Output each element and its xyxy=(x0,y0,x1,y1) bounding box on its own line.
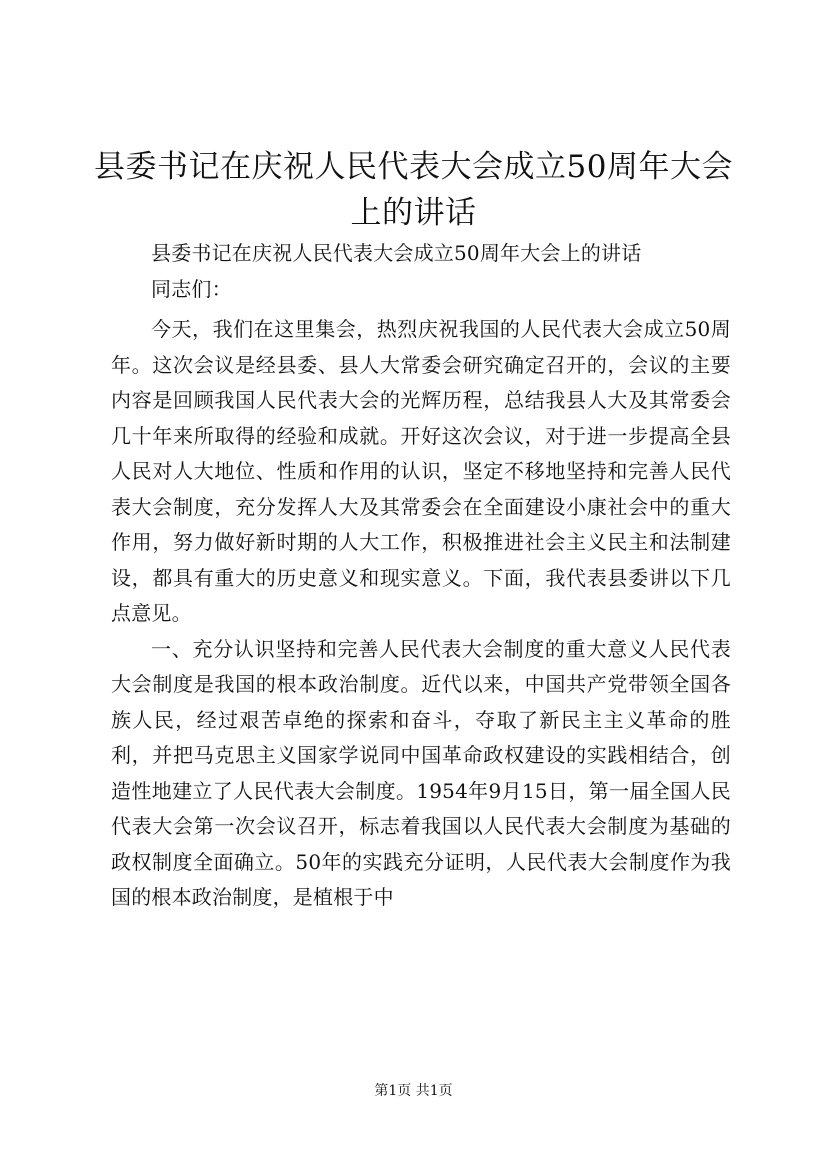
subtitle-paragraph: 县委书记在庆祝人民代表大会成立50周年大会上的讲话 xyxy=(151,241,642,265)
body-paragraph: 今天，我们在这里集会，热烈庆祝我国的人民代表大会成立50周年。这次会议是经县委、县人大常委会研究确定召开的，会议的主要内容是回顾我国人民代表大会的光辉历程，总结我县人大及其常委会几十年来所取得的经验和成就。开好这次会议，对于进一步提高全县人民对人大地位、性质和作用的认识，坚定不移地坚持和完善人民代表大会制度，充分发挥人大及其常委会在全面建设小康社会中的重大作用，努力做好新时期的人大工作，积极推进社会主义民主和法制建设，都具有重大的历史意义和现实意义。下面，我代表县委讲以下几点意见。 xyxy=(111,317,731,625)
page-footer: 第1页 共1页 xyxy=(374,1083,453,1099)
salutation-paragraph: 同志们： xyxy=(151,276,232,301)
body-paragraph: 一、充分认识坚持和完善人民代表大会制度的重大意义人民代表大会制度是我国的根本政治制度。近代以来，中国共产党带领全国各族人民，经过艰苦卓绝的探索和奋斗，夺取了新民主主义革命的胜利，并把马克思主义国家学说同中国革命政权建设的实践相结合，创造性地建立了人民代表大会制度。1954年9月15日，第一届全国人民代表大会第一次会议召开，标志着我国以人民代表大会制度为基础的政权制度全面确立。50年的实践充分证明，人民代表大会制度作为我国的根本政治制度，是植根于中 xyxy=(111,636,731,909)
document-title: 县委书记在庆祝人民代表大会成立50周年大会上的讲话 xyxy=(94,149,733,231)
document-body xyxy=(111,236,731,916)
